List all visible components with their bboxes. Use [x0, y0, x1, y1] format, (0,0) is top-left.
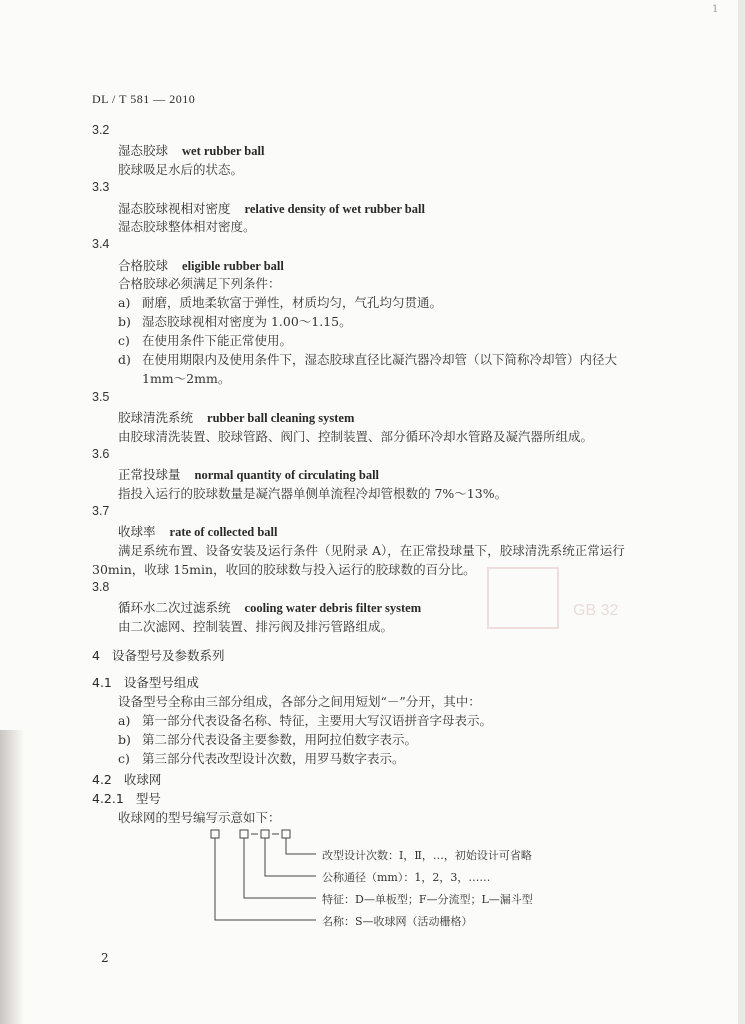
term-en: relative density of wet rubber ball: [244, 202, 425, 216]
list-item: [118, 350, 617, 368]
term-3-4: [118, 256, 284, 274]
term-en: wet rubber ball: [182, 144, 265, 158]
list-text: 在使用条件下能正常使用。: [142, 333, 293, 348]
box-diameter: [261, 830, 269, 838]
definition-3-7-line2: 30min，收球 15min，收回的胶球数与投入运行的胶球数的百分比。: [92, 562, 476, 577]
term-3-7: [118, 522, 277, 540]
section-number: 4.2: [92, 772, 112, 787]
box-name: [211, 830, 219, 838]
section-title: 收球网: [123, 772, 162, 787]
box-revision: [282, 830, 290, 838]
section-number-3-3: 3.3: [92, 180, 110, 194]
stamp-text: GB 32: [573, 602, 619, 619]
section-heading-4-2: [92, 770, 161, 788]
box-feature: [240, 830, 248, 838]
section-number-3-6: 3.6: [92, 447, 110, 461]
corner-mark: 1: [712, 4, 719, 15]
section-heading-4: [92, 646, 224, 664]
list-item: [118, 730, 417, 748]
term-zh: 正常投球量: [118, 467, 181, 482]
faint-stamp-watermark: [478, 560, 628, 640]
leader-diameter: [265, 838, 316, 876]
list-item: [118, 749, 405, 767]
section-title: 设备型号组成: [123, 675, 199, 690]
section-number-3-7: 3.7: [92, 504, 110, 518]
term-zh: 湿态胶球: [118, 143, 169, 158]
page-number: 2: [101, 951, 109, 965]
list-item: [118, 312, 352, 330]
definition-3-8: 由二次滤网、控制装置、排污阀及排污管路组成。: [118, 619, 394, 634]
section-heading-4-2-1: [92, 789, 161, 807]
term-zh: 循环水二次过滤系统: [118, 600, 231, 615]
leader-feature: [244, 838, 316, 898]
section-heading-4-1: [92, 673, 199, 691]
term-3-2: [118, 141, 264, 159]
section-number: 4: [92, 648, 100, 663]
term-en: rubber ball cleaning system: [207, 411, 355, 425]
section-number: 4.1: [92, 675, 112, 690]
list-text: 第三部分代表改型设计次数，用罗马数字表示。: [142, 751, 405, 766]
list-text: 耐磨，质地柔软富于弹性，材质均匀，气孔均匀贯通。: [142, 295, 443, 310]
model-number-diagram: [200, 826, 580, 936]
list-marker: b): [118, 732, 131, 747]
definition-3-7-line1: 满足系统布置、设备安装及运行条件（见附录 A），在正常投球量下，胶球清洗系统正常运行: [118, 543, 625, 558]
list-marker: b): [118, 314, 131, 329]
term-3-5: [118, 408, 354, 426]
term-zh: 胶球清洗系统: [118, 410, 194, 425]
diagram-label-name: 名称：S—收球网（活动栅格）: [322, 915, 473, 928]
definition-3-5: 由胶球清洗装置、胶球管路、阀门、控制装置、部分循环冷却水管路及凝汽器所组成。: [118, 429, 594, 444]
section-number-3-2: 3.2: [92, 123, 110, 137]
definition-3-6: 指投入运行的胶球数量是凝汽器单侧单流程冷却管根数的 7%～13%。: [118, 486, 508, 501]
list-marker: c): [118, 751, 130, 766]
diagram-label-diameter: 公称通径（mm）：1，2，3，……: [322, 871, 491, 884]
list-text: 第一部分代表设备名称、特征，主要用大写汉语拼音字母表示。: [142, 713, 493, 728]
term-en: cooling water debris filter system: [244, 601, 422, 615]
term-en: normal quantity of circulating ball: [194, 468, 380, 482]
term-3-3: [118, 199, 425, 217]
section-number-3-8: 3.8: [92, 580, 110, 594]
list-item: [118, 293, 442, 311]
list-marker: d): [118, 352, 131, 367]
list-item-continuation: 1mm～2mm。: [142, 371, 231, 386]
diagram-label-feature: 特征：D—单板型；F—分流型；L—漏斗型: [322, 893, 533, 906]
section-number-3-4: 3.4: [92, 237, 110, 251]
list-marker: a): [118, 713, 131, 728]
section-number-3-5: 3.5: [92, 390, 110, 404]
definition-3-3: 湿态胶球整体相对密度。: [118, 219, 256, 234]
section-title: 设备型号及参数系列: [111, 648, 225, 663]
paragraph-4-1: 设备型号全称由三部分组成，各部分之间用短划“－”分开，其中：: [118, 694, 481, 709]
term-3-8: [118, 598, 421, 616]
list-text: 在使用期限内及使用条件下，湿态胶球直径比凝汽器冷却管（以下简称冷却管）内径大: [142, 352, 618, 367]
term-en: eligible rubber ball: [182, 259, 284, 273]
section-number: 4.2.1: [92, 791, 124, 806]
list-item: [118, 711, 492, 729]
scan-edge-right: [738, 0, 745, 1024]
diagram-label-revision: 改型设计次数：Ⅰ，Ⅱ，…，初始设计可省略: [322, 849, 532, 862]
term-zh: 收球率: [118, 524, 156, 539]
term-3-6: [118, 465, 379, 483]
leader-revision: [286, 838, 316, 854]
paragraph-4-2-1: 收球网的型号编写示意如下：: [118, 810, 281, 825]
term-zh: 合格胶球: [118, 258, 169, 273]
list-item: [118, 331, 292, 349]
term-zh: 湿态胶球视相对密度: [118, 201, 231, 216]
standard-header: DL / T 581 — 2010: [92, 92, 196, 106]
term-en: rate of collected ball: [169, 525, 278, 539]
definition-3-4: 合格胶球必须满足下列条件：: [118, 276, 281, 291]
list-marker: a): [118, 295, 131, 310]
list-marker: c): [118, 333, 130, 348]
scan-edge-left: [0, 730, 24, 1024]
list-text: 第二部分代表设备主要参数，用阿拉伯数字表示。: [142, 732, 418, 747]
section-title: 型号: [135, 791, 161, 806]
list-text: 湿态胶球视相对密度为 1.00～1.15。: [142, 314, 352, 329]
definition-3-2: 胶球吸足水后的状态。: [118, 162, 244, 177]
